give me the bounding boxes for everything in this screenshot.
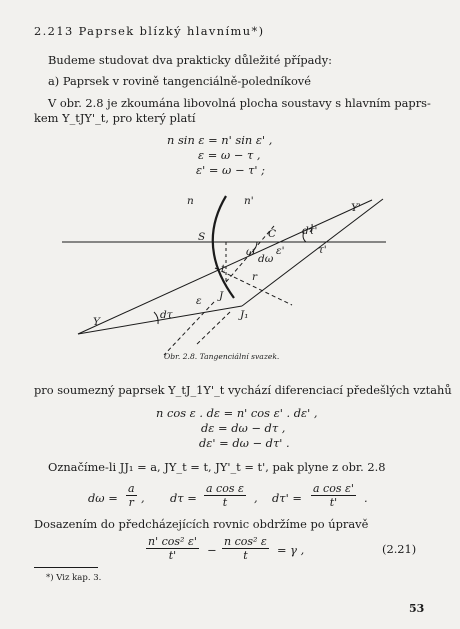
fraction-n-numerator: n cos² ε <box>224 535 267 548</box>
equation-snell: n sin ε = n' sin ε' , <box>167 133 273 147</box>
equation-domega-comma: , <box>141 491 145 505</box>
label-J1: J₁ <box>240 309 249 321</box>
normal-extension-J1 <box>195 312 230 346</box>
label-S: S <box>198 231 206 243</box>
equation-diff-snell: n cos ε . dε = n' cos ε' . dε' , <box>156 406 318 420</box>
equation-domega-lhs: dω = <box>88 491 118 505</box>
equation-rhs: = γ , <box>277 543 305 557</box>
label-dtau: dτ <box>160 309 173 321</box>
paragraph-notation: Označíme-li JJ₁ = a, JY_t = t, JY'_t = t', pak plyne z obr. 2.8 <box>48 460 386 474</box>
footnote: *) Viz kap. 3. <box>46 573 102 583</box>
equation-minus: − <box>207 543 217 557</box>
equation-dtau-comma: , <box>254 491 258 505</box>
equation-epsilon: ε = ω − τ , <box>198 148 261 162</box>
label-C: C <box>268 228 277 240</box>
label-t: t <box>221 263 226 275</box>
paragraph-differentiation: pro soumezný paprsek Y_tJ_1Y'_t vychází diferenciací předešlých vztahů <box>34 383 452 397</box>
label-r: r <box>252 271 258 283</box>
fraction-acos-prime-over-t-prime <box>311 482 356 509</box>
equation-number: (2.21) <box>382 542 417 556</box>
paragraph-intro: Budeme studovat dva prakticky důležité případy: <box>48 53 332 67</box>
label-eps-prime: ε' <box>276 245 285 257</box>
fraction-n-prime-numerator: n' cos² ε' <box>148 535 197 548</box>
equation-dtau-prime-period: . <box>364 491 368 505</box>
fraction-b-numerator: a cos ε <box>206 482 244 495</box>
label-n: n <box>187 195 194 207</box>
fraction-a-denominator: r <box>128 496 134 509</box>
label-Y: Y <box>93 316 100 328</box>
paragraph-figure-ref-line1: V obr. 2.8 je zkoumána libovolná plocha soustavy s hlavním paprs- <box>48 96 431 110</box>
fraction-n-denominator: t <box>243 549 248 562</box>
dtau-arc <box>154 312 158 324</box>
fraction-n-term <box>222 535 269 562</box>
equation-dtau-prime-lhs: dτ' = <box>272 491 302 505</box>
fraction-a-numerator: a <box>128 482 135 495</box>
fraction-c-numerator: a cos ε' <box>313 482 354 495</box>
equation-d-epsilon-prime: dε' = dω − dτ' . <box>199 436 290 450</box>
label-eps: ε <box>196 295 202 307</box>
equation-dtau-lhs: dτ = <box>170 491 197 505</box>
label-dtau-prime: dτ' <box>302 225 318 237</box>
paragraph-figure-ref-line2: kem Y_tJY'_t, pro který platí <box>34 111 196 125</box>
label-omega: ω <box>246 246 255 258</box>
footnote-rule <box>34 567 98 568</box>
fraction-n-prime-denominator: t' <box>168 549 177 562</box>
label-Y-prime: Y' <box>351 202 361 214</box>
label-domega: dω <box>258 253 274 265</box>
equation-epsilon-prime: ε' = ω − τ' ; <box>196 163 265 177</box>
fraction-c-denominator: t' <box>329 496 338 509</box>
case-a-text: a) Paprsek v rovině tangenciálně-poledníkové <box>48 74 311 88</box>
section-heading: 2.213 Paprsek blízký hlavnímu*) <box>34 24 265 38</box>
label-n-prime: n' <box>244 195 254 207</box>
figure-caption: Obr. 2.8. Tangenciální svazek. <box>164 352 280 361</box>
equation-d-epsilon: dε = dω − dτ , <box>201 421 286 435</box>
page-number: 53 <box>409 602 425 615</box>
label-tau-prime: τ' <box>318 244 327 256</box>
label-J: J <box>219 290 224 302</box>
fraction-acos-over-t <box>204 482 246 509</box>
fraction-n-prime-term <box>146 535 199 562</box>
fraction-a-over-r <box>126 482 137 509</box>
fraction-b-denominator: t <box>222 496 228 509</box>
refracting-surface <box>213 196 234 298</box>
paragraph-substitution: Dosazením do předcházejících rovnic obdržíme po úpravě <box>34 517 369 531</box>
